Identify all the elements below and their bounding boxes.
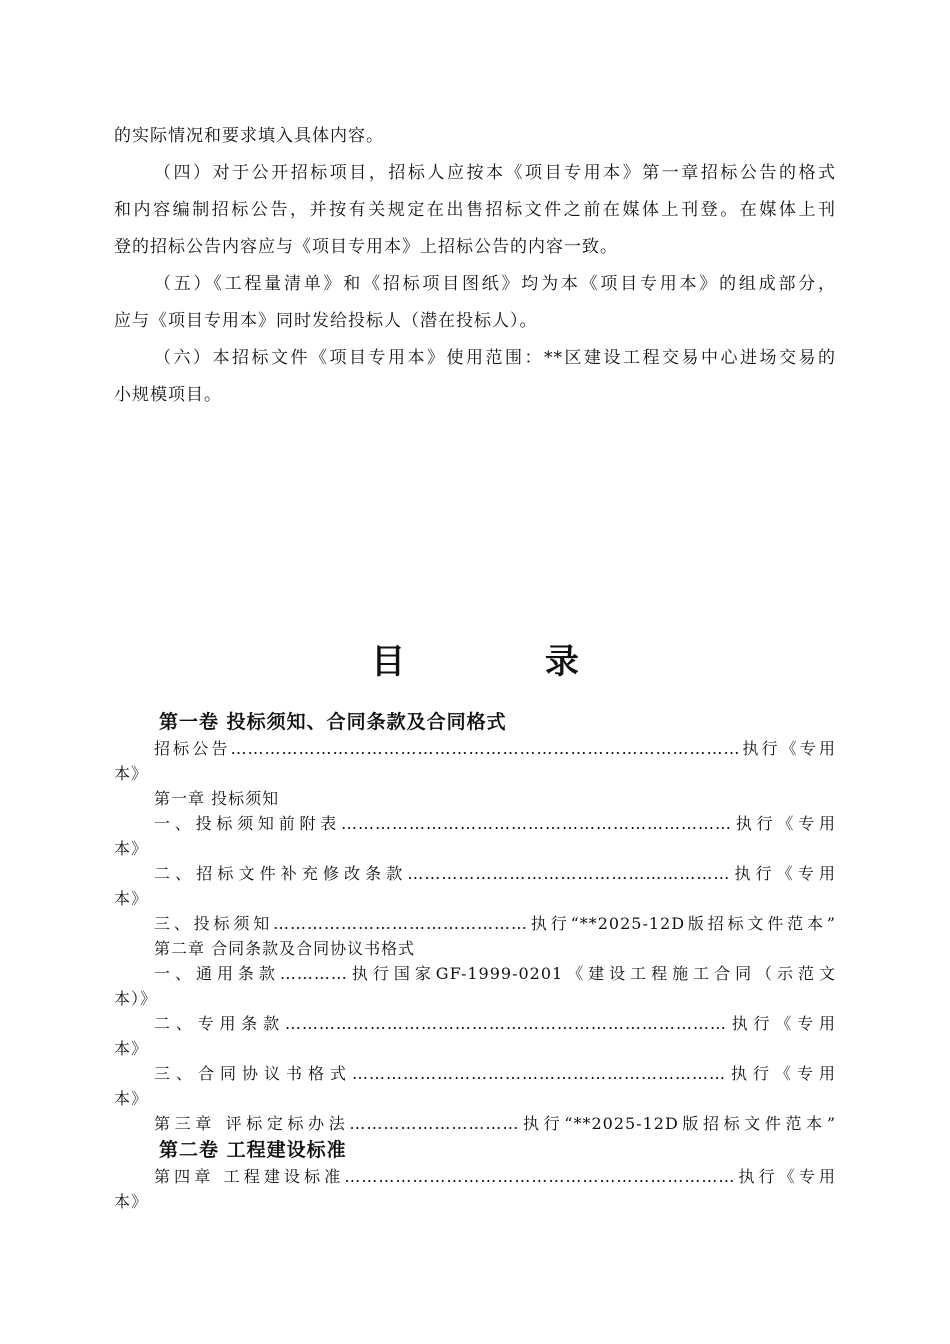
intro-line: （六）本招标文件《项目专用本》使用范围：**区建设工程交易中心进场交易的 <box>154 348 836 368</box>
toc-chapter: 第二章 合同条款及合同协议书格式 <box>154 939 416 958</box>
toc-entry: 一、投标须知前附表……………………………………………………………执行《专用 <box>154 814 836 833</box>
table-of-contents <box>114 708 836 1214</box>
toc-chapter-entry: 第四章 工程建设标准……………………………………………………………执行《专用 <box>154 1167 836 1186</box>
toc-entry: 三、投标须知………………………………………执行“**2025-12D版招标文件范本” <box>154 914 836 933</box>
intro-line: 应与《项目专用本》同时发给投标人（潜在投标人）。 <box>114 311 538 331</box>
toc-entry-continued: 本》 <box>114 764 149 783</box>
toc-chapter: 第一章 投标须知 <box>154 789 280 808</box>
toc-entry: 二、招标文件补充修改条款…………………………………………………执行《专用 <box>154 864 836 883</box>
intro-section <box>114 118 836 414</box>
toc-title: 目 录 <box>371 642 643 682</box>
intro-line: 登的招标公告内容应与《项目专用本》上招标公告的内容一致。 <box>114 237 618 257</box>
intro-line: （四）对于公开招标项目，招标人应按本《项目专用本》第一章招标公告的格式 <box>154 163 836 183</box>
toc-entry-continued: 本）》 <box>114 989 158 1008</box>
toc-entry-continued: 本》 <box>114 839 149 858</box>
toc-entry-continued: 本》 <box>114 1192 149 1211</box>
intro-line: （五）《工程量清单》和《招标项目图纸》均为本《项目专用本》的组成部分， <box>154 274 836 294</box>
intro-line: 小规模项目。 <box>114 385 222 405</box>
toc-chapter-entry: 第三章 评标定标办法…………………………执行“**2025-12D版招标文件范本” <box>154 1114 836 1133</box>
toc-entry: 三、合同协议书格式…………………………………………………………执行《专用 <box>154 1064 836 1083</box>
toc-entry-continued: 本》 <box>114 1089 149 1108</box>
intro-line: 的实际情况和要求填入具体内容。 <box>114 126 384 146</box>
toc-volume-heading: 第一卷 投标须知、合同条款及合同格式 <box>159 711 507 733</box>
toc-entry-continued: 本》 <box>114 889 149 908</box>
toc-entry-continued: 本》 <box>114 1039 149 1058</box>
toc-volume-heading: 第二卷 工程建设标准 <box>159 1139 347 1161</box>
toc-entry: 一、通用条款…………执行国家GF-1999-0201《建设工程施工合同（示范文 <box>154 964 836 983</box>
toc-entry: 招标公告………………………………………………………………………………执行《专用 <box>154 739 836 758</box>
intro-line: 和内容编制招标公告，并按有关规定在出售招标文件之前在媒体上刊登。在媒体上刊 <box>114 200 836 220</box>
toc-entry: 二、专用条款……………………………………………………………………执行《专用 <box>154 1014 836 1033</box>
